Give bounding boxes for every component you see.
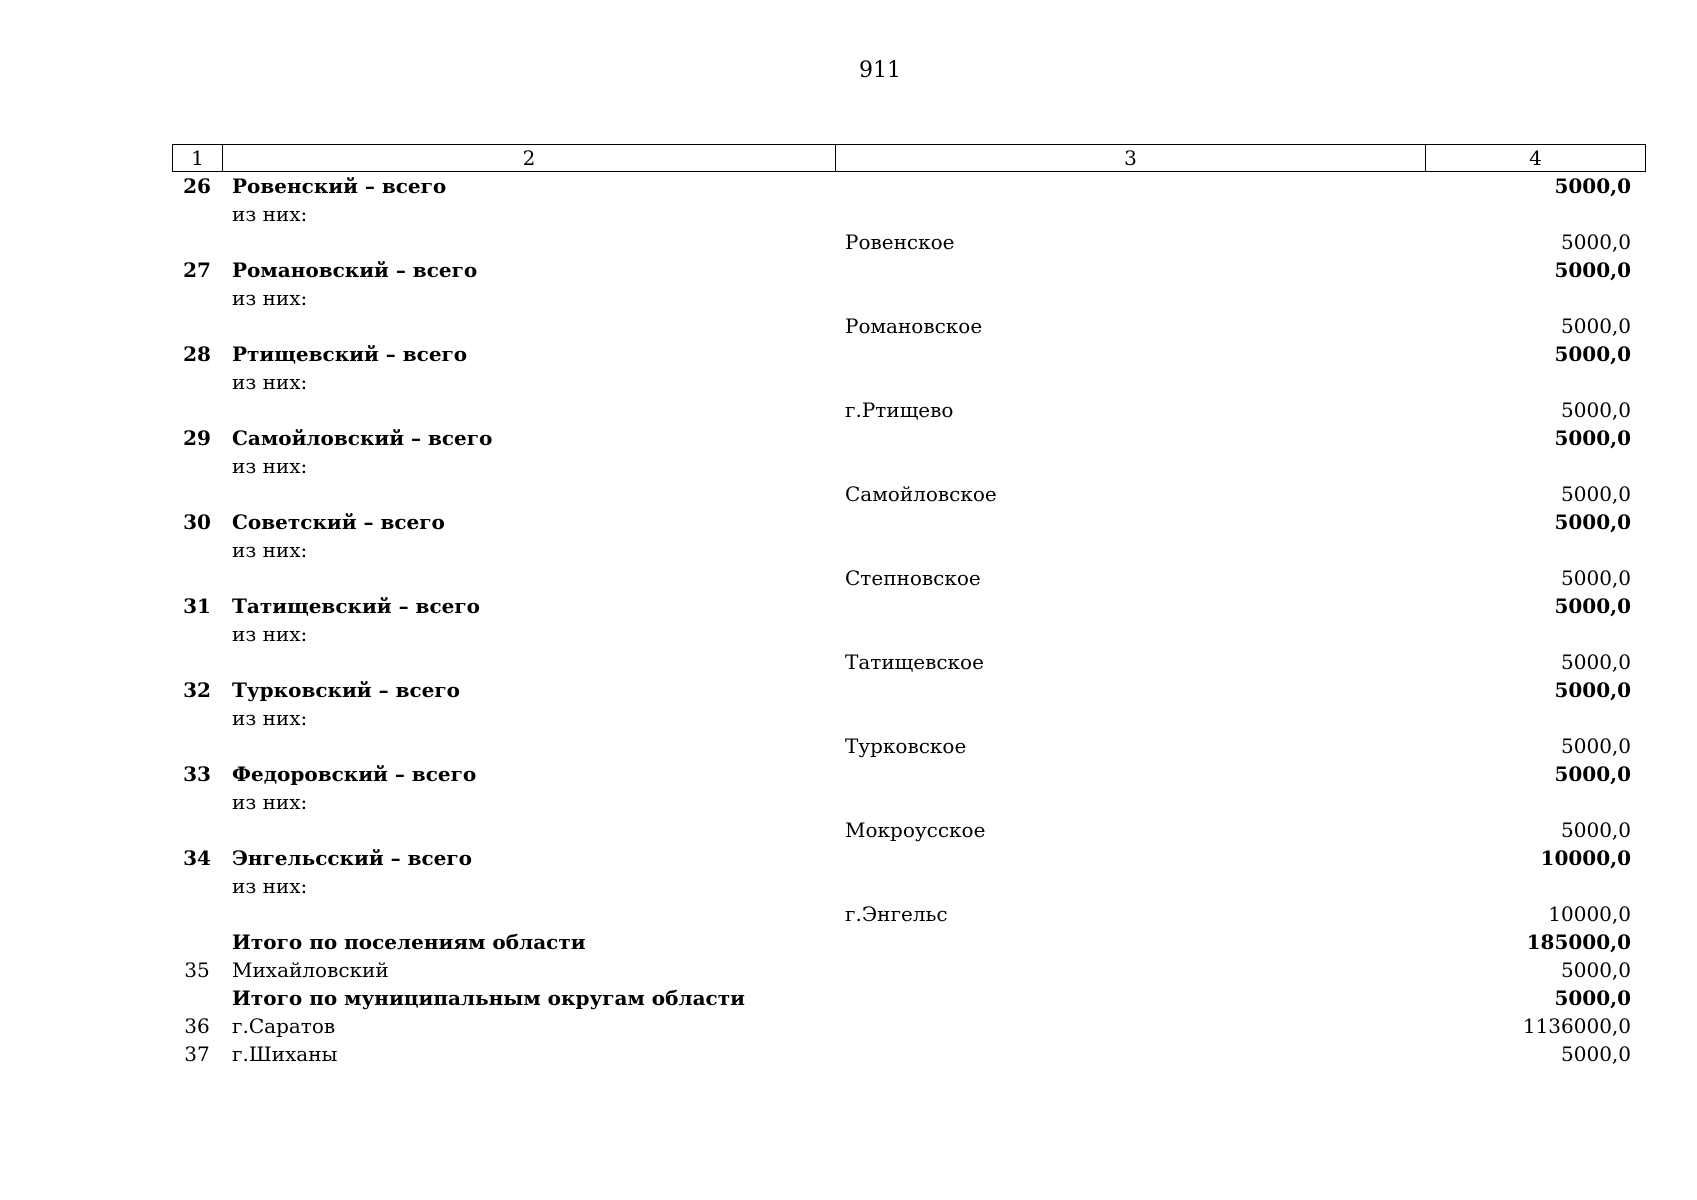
row-number-cell: [172, 480, 222, 508]
table-row: [172, 340, 1645, 368]
district-name-cell: г.Саратов: [232, 1014, 336, 1038]
row-number-cell: 37: [184, 1042, 210, 1066]
amount-cell: [1425, 536, 1645, 564]
settlement-name-cell: [835, 1012, 1425, 1040]
settlement-name-cell: Ровенское: [845, 230, 955, 254]
table-row: [172, 536, 1645, 564]
table-row: [172, 816, 1645, 844]
amount-cell: 5000,0: [1554, 986, 1631, 1010]
district-name-cell: из них:: [232, 538, 308, 562]
table-row: [172, 508, 1645, 536]
amount-cell: 5000,0: [1561, 482, 1631, 506]
allocation-table: [172, 144, 1645, 1068]
settlement-name-cell: Самойловское: [845, 482, 997, 506]
table-row: [172, 200, 1645, 228]
table-row: [172, 424, 1645, 452]
district-name-cell: Ртищевский – всего: [232, 342, 468, 366]
district-name-cell: [222, 480, 835, 508]
amount-cell: 1136000,0: [1522, 1014, 1631, 1038]
district-name-cell: [222, 816, 835, 844]
table-row: [172, 648, 1645, 676]
district-name-cell: г.Шиханы: [232, 1042, 338, 1066]
table-row: [172, 900, 1645, 928]
amount-cell: [1425, 200, 1645, 228]
settlement-name-cell: Мокроусское: [845, 818, 986, 842]
amount-cell: [1425, 620, 1645, 648]
table-row: [172, 284, 1645, 312]
settlement-name-cell: [835, 760, 1425, 788]
amount-cell: 5000,0: [1561, 958, 1631, 982]
row-number-cell: [172, 312, 222, 340]
district-name-cell: [222, 732, 835, 760]
amount-cell: [1425, 284, 1645, 312]
amount-cell: 5000,0: [1561, 314, 1631, 338]
settlement-name-cell: [835, 984, 1425, 1012]
amount-cell: 5000,0: [1561, 734, 1631, 758]
row-number-cell: [172, 928, 222, 956]
amount-cell: 5000,0: [1561, 398, 1631, 422]
table-row: [172, 1040, 1645, 1068]
settlement-name-cell: [835, 256, 1425, 284]
table-row: [172, 452, 1645, 480]
row-number-cell: 30: [183, 510, 211, 534]
amount-cell: 5000,0: [1554, 762, 1631, 786]
district-name-cell: Самойловский – всего: [232, 426, 493, 450]
amount-cell: 5000,0: [1561, 650, 1631, 674]
row-number-cell: [172, 368, 222, 396]
table-body: [172, 172, 1645, 1068]
settlement-name-cell: [835, 1040, 1425, 1068]
amount-cell: 5000,0: [1554, 174, 1631, 198]
table-row: [172, 956, 1645, 984]
table-row: [172, 620, 1645, 648]
row-number-cell: [172, 200, 222, 228]
district-name-cell: Ровенский – всего: [232, 174, 447, 198]
settlement-name-cell: [835, 956, 1425, 984]
header-col-1: 1: [173, 145, 223, 172]
table-row: [172, 396, 1645, 424]
table-row: [172, 704, 1645, 732]
amount-cell: 185000,0: [1526, 930, 1631, 954]
table-row: [172, 1012, 1645, 1040]
table-row: [172, 760, 1645, 788]
settlement-name-cell: Степновское: [845, 566, 981, 590]
district-name-cell: Итого по муниципальным округам области: [232, 986, 745, 1010]
amount-cell: [1425, 368, 1645, 396]
amount-cell: 5000,0: [1561, 230, 1631, 254]
row-number-cell: [172, 648, 222, 676]
table-row: [172, 592, 1645, 620]
settlement-name-cell: [835, 592, 1425, 620]
amount-cell: [1425, 788, 1645, 816]
table-row: [172, 172, 1645, 200]
settlement-name-cell: Турковское: [845, 734, 967, 758]
amount-cell: [1425, 704, 1645, 732]
district-name-cell: Татищевский – всего: [232, 594, 480, 618]
table-row: [172, 732, 1645, 760]
row-number-cell: [172, 620, 222, 648]
row-number-cell: [172, 284, 222, 312]
row-number-cell: [172, 228, 222, 256]
page-number: 911: [859, 58, 901, 83]
row-number-cell: [172, 704, 222, 732]
table-row: [172, 872, 1645, 900]
settlement-name-cell: [835, 284, 1425, 312]
settlement-name-cell: [835, 368, 1425, 396]
settlement-name-cell: г.Ртищево: [845, 398, 954, 422]
district-name-cell: из них:: [232, 202, 308, 226]
row-number-cell: [172, 452, 222, 480]
settlement-name-cell: [835, 704, 1425, 732]
settlement-name-cell: г.Энгельс: [845, 902, 948, 926]
district-name-cell: из них:: [232, 622, 308, 646]
settlement-name-cell: Романовское: [845, 314, 983, 338]
row-number-cell: 32: [183, 678, 211, 702]
row-number-cell: 36: [184, 1014, 210, 1038]
row-number-cell: [172, 564, 222, 592]
amount-cell: 10000,0: [1548, 902, 1631, 926]
table-row: [172, 312, 1645, 340]
district-name-cell: [222, 396, 835, 424]
row-number-cell: [172, 396, 222, 424]
amount-cell: [1425, 452, 1645, 480]
amount-cell: 5000,0: [1561, 818, 1631, 842]
row-number-cell: 34: [183, 846, 211, 870]
settlement-name-cell: [835, 620, 1425, 648]
header-row: [173, 145, 1646, 172]
district-name-cell: [222, 900, 835, 928]
row-number-cell: [172, 788, 222, 816]
row-number-cell: [172, 984, 222, 1012]
district-name-cell: из них:: [232, 790, 308, 814]
amount-cell: 5000,0: [1554, 342, 1631, 366]
settlement-name-cell: [835, 536, 1425, 564]
district-name-cell: Энгельсский – всего: [232, 846, 472, 870]
district-name-cell: [222, 564, 835, 592]
settlement-name-cell: [835, 424, 1425, 452]
row-number-cell: 29: [183, 426, 211, 450]
row-number-cell: 27: [183, 258, 211, 282]
district-name-cell: Советский – всего: [232, 510, 445, 534]
settlement-name-cell: [835, 452, 1425, 480]
header-col-3: 3: [836, 145, 1426, 172]
table-row: [172, 228, 1645, 256]
amount-cell: 5000,0: [1554, 678, 1631, 702]
table-header: [172, 144, 1646, 172]
row-number-cell: 28: [183, 342, 211, 366]
district-name-cell: из них:: [232, 370, 308, 394]
settlement-name-cell: [835, 844, 1425, 872]
header-col-4: 4: [1426, 145, 1646, 172]
table-row: [172, 676, 1645, 704]
row-number-cell: [172, 900, 222, 928]
table-row: [172, 984, 1645, 1012]
district-name-cell: Турковский – всего: [232, 678, 460, 702]
district-name-cell: Романовский – всего: [232, 258, 478, 282]
table-row: [172, 368, 1645, 396]
district-name-cell: Михайловский: [232, 958, 389, 982]
settlement-name-cell: Татищевское: [845, 650, 984, 674]
row-number-cell: [172, 872, 222, 900]
table-row: [172, 256, 1645, 284]
header-col-2: 2: [223, 145, 836, 172]
table-row: [172, 788, 1645, 816]
amount-cell: 10000,0: [1540, 846, 1631, 870]
row-number-cell: [172, 732, 222, 760]
amount-cell: 5000,0: [1561, 1042, 1631, 1066]
row-number-cell: 35: [184, 958, 210, 982]
settlement-name-cell: [835, 200, 1425, 228]
settlement-name-cell: [835, 788, 1425, 816]
settlement-name-cell: [835, 508, 1425, 536]
table-row: [172, 928, 1645, 956]
amount-cell: 5000,0: [1554, 258, 1631, 282]
amount-cell: [1425, 872, 1645, 900]
row-number-cell: 31: [183, 594, 211, 618]
table-row: [172, 480, 1645, 508]
district-name-cell: из них:: [232, 286, 308, 310]
amount-cell: 5000,0: [1561, 566, 1631, 590]
amount-cell: 5000,0: [1554, 426, 1631, 450]
district-name-cell: [222, 312, 835, 340]
row-number-cell: [172, 536, 222, 564]
settlement-name-cell: [835, 676, 1425, 704]
district-name-cell: [222, 228, 835, 256]
amount-cell: 5000,0: [1554, 594, 1631, 618]
row-number-cell: 33: [183, 762, 211, 786]
settlement-name-cell: [835, 340, 1425, 368]
district-name-cell: [222, 648, 835, 676]
district-name-cell: Федоровский – всего: [232, 762, 477, 786]
table-row: [172, 844, 1645, 872]
district-name-cell: из них:: [232, 454, 308, 478]
row-number-cell: 26: [183, 174, 211, 198]
settlement-name-cell: [835, 172, 1425, 200]
district-name-cell: из них:: [232, 874, 308, 898]
settlement-name-cell: [835, 928, 1425, 956]
district-name-cell: из них:: [232, 706, 308, 730]
row-number-cell: [172, 816, 222, 844]
district-name-cell: Итого по поселениям области: [232, 930, 586, 954]
amount-cell: 5000,0: [1554, 510, 1631, 534]
table-row: [172, 564, 1645, 592]
settlement-name-cell: [835, 872, 1425, 900]
